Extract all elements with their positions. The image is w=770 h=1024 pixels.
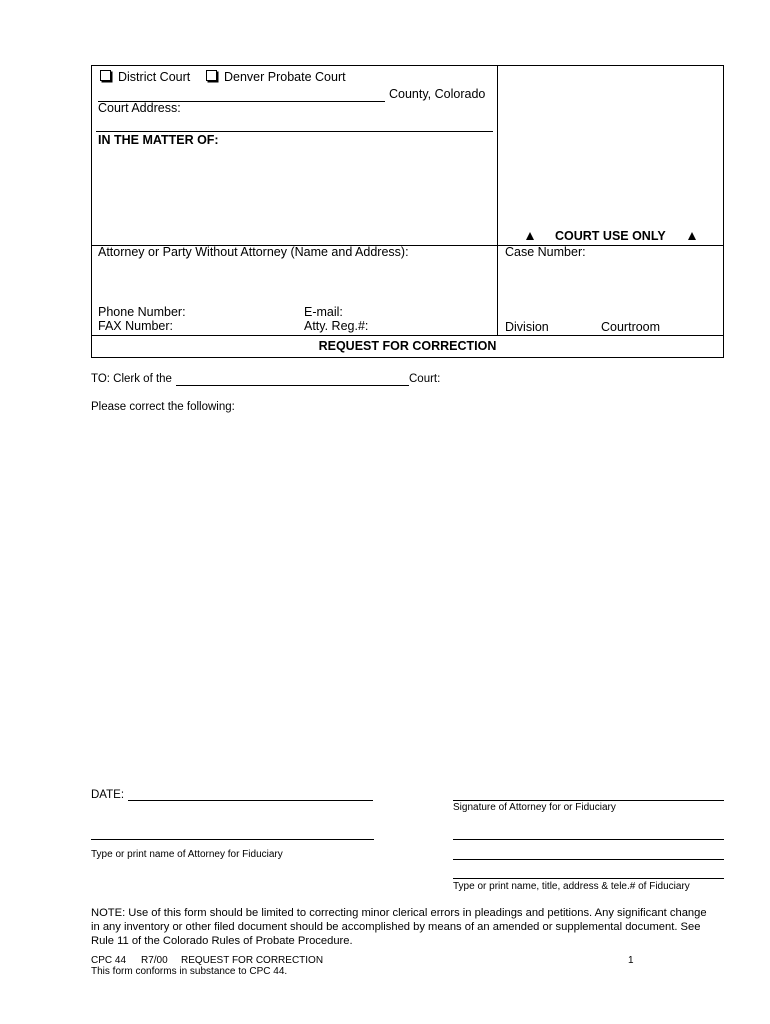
date-label: DATE: — [91, 789, 125, 801]
signature-line[interactable] — [453, 800, 724, 801]
attorney-name-line[interactable] — [91, 839, 374, 840]
footer-page-number: 1 — [628, 955, 634, 966]
courtroom-label: Courtroom — [601, 320, 661, 334]
form-title: REQUEST FOR CORRECTION — [318, 339, 497, 353]
case-number-label: Case Number: — [505, 245, 586, 259]
email-label: E-mail: — [304, 305, 343, 319]
division-label: Division — [505, 320, 549, 334]
court-use-arrow-right-icon — [688, 232, 696, 240]
fiduciary-line-2[interactable] — [453, 859, 724, 860]
court-use-only-label: COURT USE ONLY — [555, 229, 666, 243]
court-use-arrow-left-icon — [526, 232, 534, 240]
signature-caption: Signature of Attorney for or Fiduciary — [453, 802, 616, 813]
footer-conforms: This form conforms in substance to CPC 44. — [91, 966, 288, 977]
court-address-label: Court Address: — [98, 101, 181, 115]
court-suffix-label: Court: — [409, 373, 441, 385]
caption-title-divider — [91, 335, 724, 336]
phone-number-label: Phone Number: — [98, 305, 186, 319]
denver-probate-label: Denver Probate Court — [224, 70, 346, 84]
note-paragraph — [91, 906, 731, 948]
fiduciary-caption: Type or print name, title, address & tele.# of Fiduciary — [453, 881, 690, 892]
in-the-matter-of-label: IN THE MATTER OF: — [98, 133, 219, 147]
attorney-name-caption: Type or print name of Attorney for Fiduciary — [91, 849, 283, 860]
district-court-label: District Court — [118, 70, 191, 84]
footer-title: REQUEST FOR CORRECTION — [181, 955, 324, 966]
note-line-1: NOTE: Use of this form should be limited to correcting minor clerical errors in pleadings and petitions. Any significant change — [91, 907, 707, 919]
attorney-label: Attorney or Party Without Attorney (Name and Address): — [98, 245, 409, 259]
footer-form-id: CPC 44 — [91, 955, 127, 966]
fiduciary-line-3[interactable] — [453, 878, 724, 879]
please-correct-label: Please correct the following: — [91, 401, 235, 413]
to-clerk-label: TO: Clerk of the — [91, 373, 172, 385]
date-line[interactable] — [128, 800, 373, 801]
footer-revision: R7/00 — [141, 955, 168, 966]
county-label: County, Colorado — [389, 87, 486, 101]
caption-box — [91, 65, 724, 358]
note-line-3: Rule 11 of the Colorado Rules of Probate Procedure. — [91, 935, 353, 947]
fax-number-label: FAX Number: — [98, 319, 174, 333]
denver-probate-checkbox[interactable] — [206, 70, 217, 81]
caption-vertical-divider — [497, 65, 498, 335]
district-court-checkbox[interactable] — [100, 70, 111, 81]
note-line-2: in any inventory or other filed document should be accomplished by means of an amended or supplemental document. See — [91, 921, 701, 933]
fiduciary-line-1[interactable] — [453, 839, 724, 840]
court-address-line[interactable] — [96, 131, 493, 132]
atty-reg-label: Atty. Reg.#: — [304, 319, 369, 333]
clerk-court-line[interactable] — [176, 385, 409, 386]
